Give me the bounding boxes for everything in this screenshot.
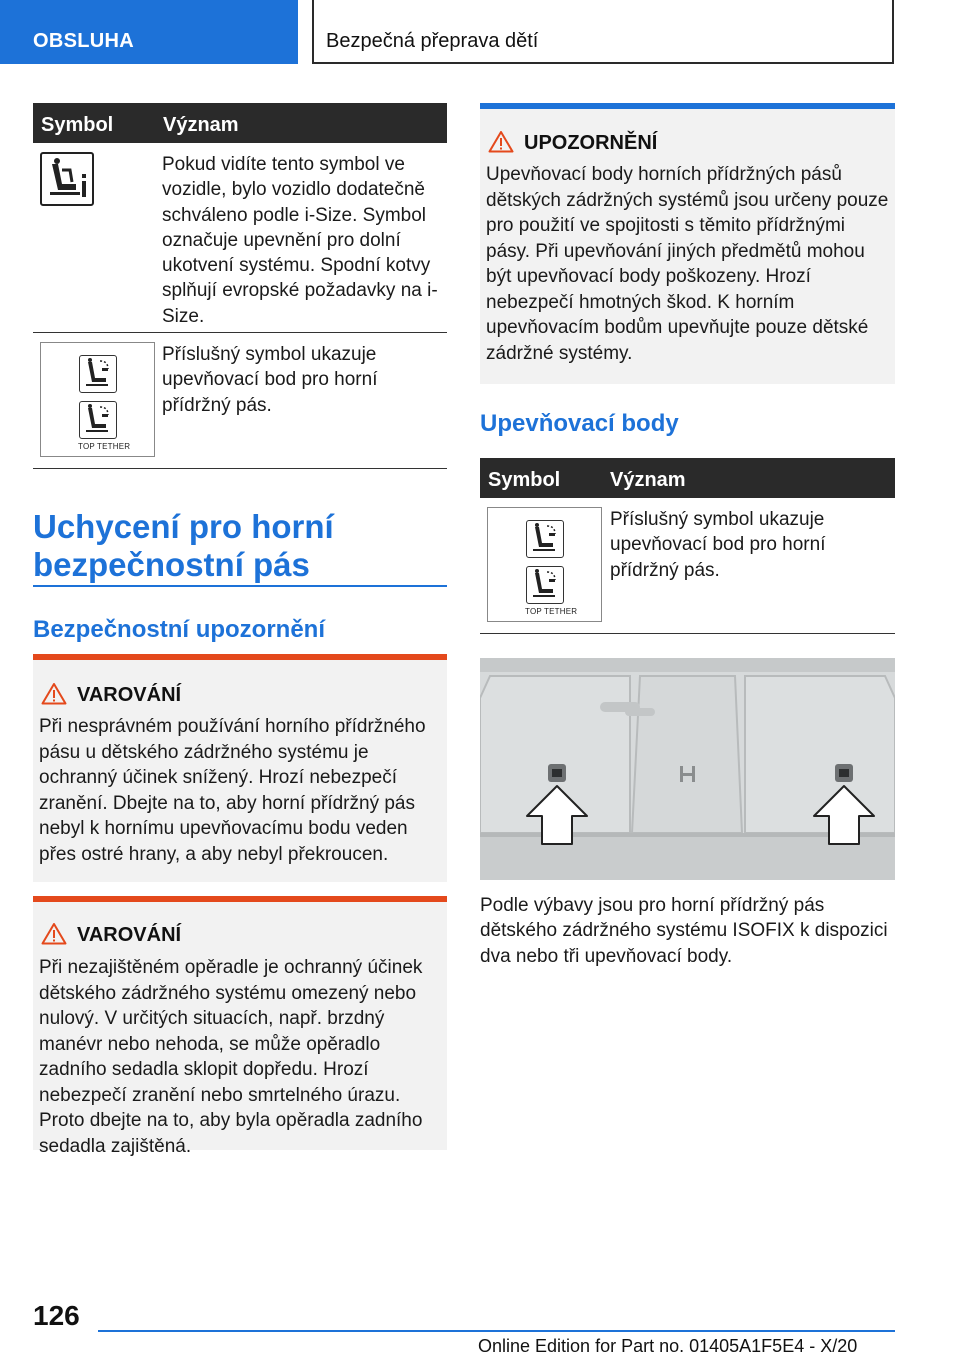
warning-box xyxy=(33,654,447,882)
notice-bar xyxy=(480,103,895,109)
section-title: Uchycení pro horní bezpečnostní pás xyxy=(33,508,334,583)
top-tether-icon xyxy=(79,355,117,393)
top-tether-caption: TOP TETHER xyxy=(525,607,578,616)
isofix-description: Pokud vidíte tento symbol ve vozidle, bylo vozidlo dodatečně schváleno podle i-Size. Symbol označuje upevnění pro dolní ukotvení systému. Spodní kotvy splňují evropské požadavky na i-Size. xyxy=(162,154,438,327)
left-table-header xyxy=(33,103,447,143)
top-tether-symbol-box xyxy=(40,342,155,457)
top-tether-description: Příslušný symbol ukazuje upevňovací bod pro horní přídržný pás. xyxy=(610,509,826,581)
warning-box xyxy=(33,896,447,1157)
notice-title: UPOZORNĚNÍ xyxy=(524,132,658,154)
chapter-label: Bezpečná přeprava dětí xyxy=(326,30,539,52)
top-tether-icon xyxy=(79,401,117,439)
top-tether-description: Příslušný symbol ukazuje upevňovací bod pro horní přídržný pás. xyxy=(162,344,378,416)
col-symbol-header: Symbol xyxy=(488,469,561,491)
warning-bar xyxy=(33,896,447,902)
warning-triangle-icon xyxy=(41,682,67,705)
row-divider xyxy=(33,332,447,333)
seatback-anchor-photo xyxy=(480,658,895,880)
anchor-heading: Upevňovací body xyxy=(480,410,679,437)
warning-title: VAROVÁNÍ xyxy=(77,924,182,946)
col-meaning-header: Význam xyxy=(163,114,239,136)
page-number: 126 xyxy=(33,1300,80,1331)
notice-box xyxy=(480,103,895,384)
section-tab xyxy=(0,0,298,64)
warning-text: Při nezajištěném opěradle je ochranný účinek dětského zádržného systému omezený nebo nulový. V určitých situacích, např. brzdný manévr nebo nehoda, se může opěradlo zadního sedadla sklopit dopředu. Hrozí nebezpečí zranění nebo smrtelného úrazu. Proto dbejte na to, aby byla opěradla zadního sedadla zajištěná. xyxy=(39,957,423,1157)
top-tether-icon xyxy=(526,520,564,558)
col-symbol-header: Symbol xyxy=(41,114,114,136)
warning-bar xyxy=(33,654,447,660)
col-meaning-header: Význam xyxy=(610,469,686,491)
top-tether-symbol-box xyxy=(487,507,602,622)
notice-text: Upevňovací body horních přídržných pásů dětských zádržných systémů jsou určeny pouze pro použití ve spojitosti s těmito přídržnými pásy. Při upevňování jiných předmětů mohou být upevňovací body poškozeny. Hrozí nebezpečí hmotných škod. K horním upevňovacím bodům upevňujte pouze dětské zádržné systémy. xyxy=(486,164,889,364)
row-divider xyxy=(33,468,447,469)
notice-triangle-icon xyxy=(488,130,514,153)
section-rule xyxy=(33,585,447,587)
isofix-i-size-icon xyxy=(40,152,94,206)
top-tether-icon xyxy=(526,566,564,604)
section-label: OBSLUHA xyxy=(33,30,134,52)
footer-rule xyxy=(98,1330,895,1332)
chapter-tab xyxy=(312,0,894,64)
photo-caption: Podle výbavy jsou pro horní přídržný pás dětského zádržného systému ISOFIX k dispozici dva nebo tři upevňovací body. xyxy=(480,895,888,967)
warning-title: VAROVÁNÍ xyxy=(77,684,182,706)
right-table-header xyxy=(480,458,895,498)
warning-triangle-icon xyxy=(41,922,67,945)
safety-heading: Bezpečnostní upozornění xyxy=(33,616,326,643)
warning-text: Při nesprávném používání horního přídržného pásu u dětského zádržného systému je ochranný účinek snížený. Hrozí nebezpečí zranění. Dbejte na to, aby horní přídržný pás nebyl k hornímu upevňovacímu bodu veden přes ostré hrany, a aby nebyl překroucen. xyxy=(39,716,426,865)
footer-edition: Online Edition for Part no. 01405A1F5E4 - X/20 xyxy=(478,1336,858,1356)
row-divider xyxy=(480,633,895,634)
top-tether-caption: TOP TETHER xyxy=(78,442,131,451)
